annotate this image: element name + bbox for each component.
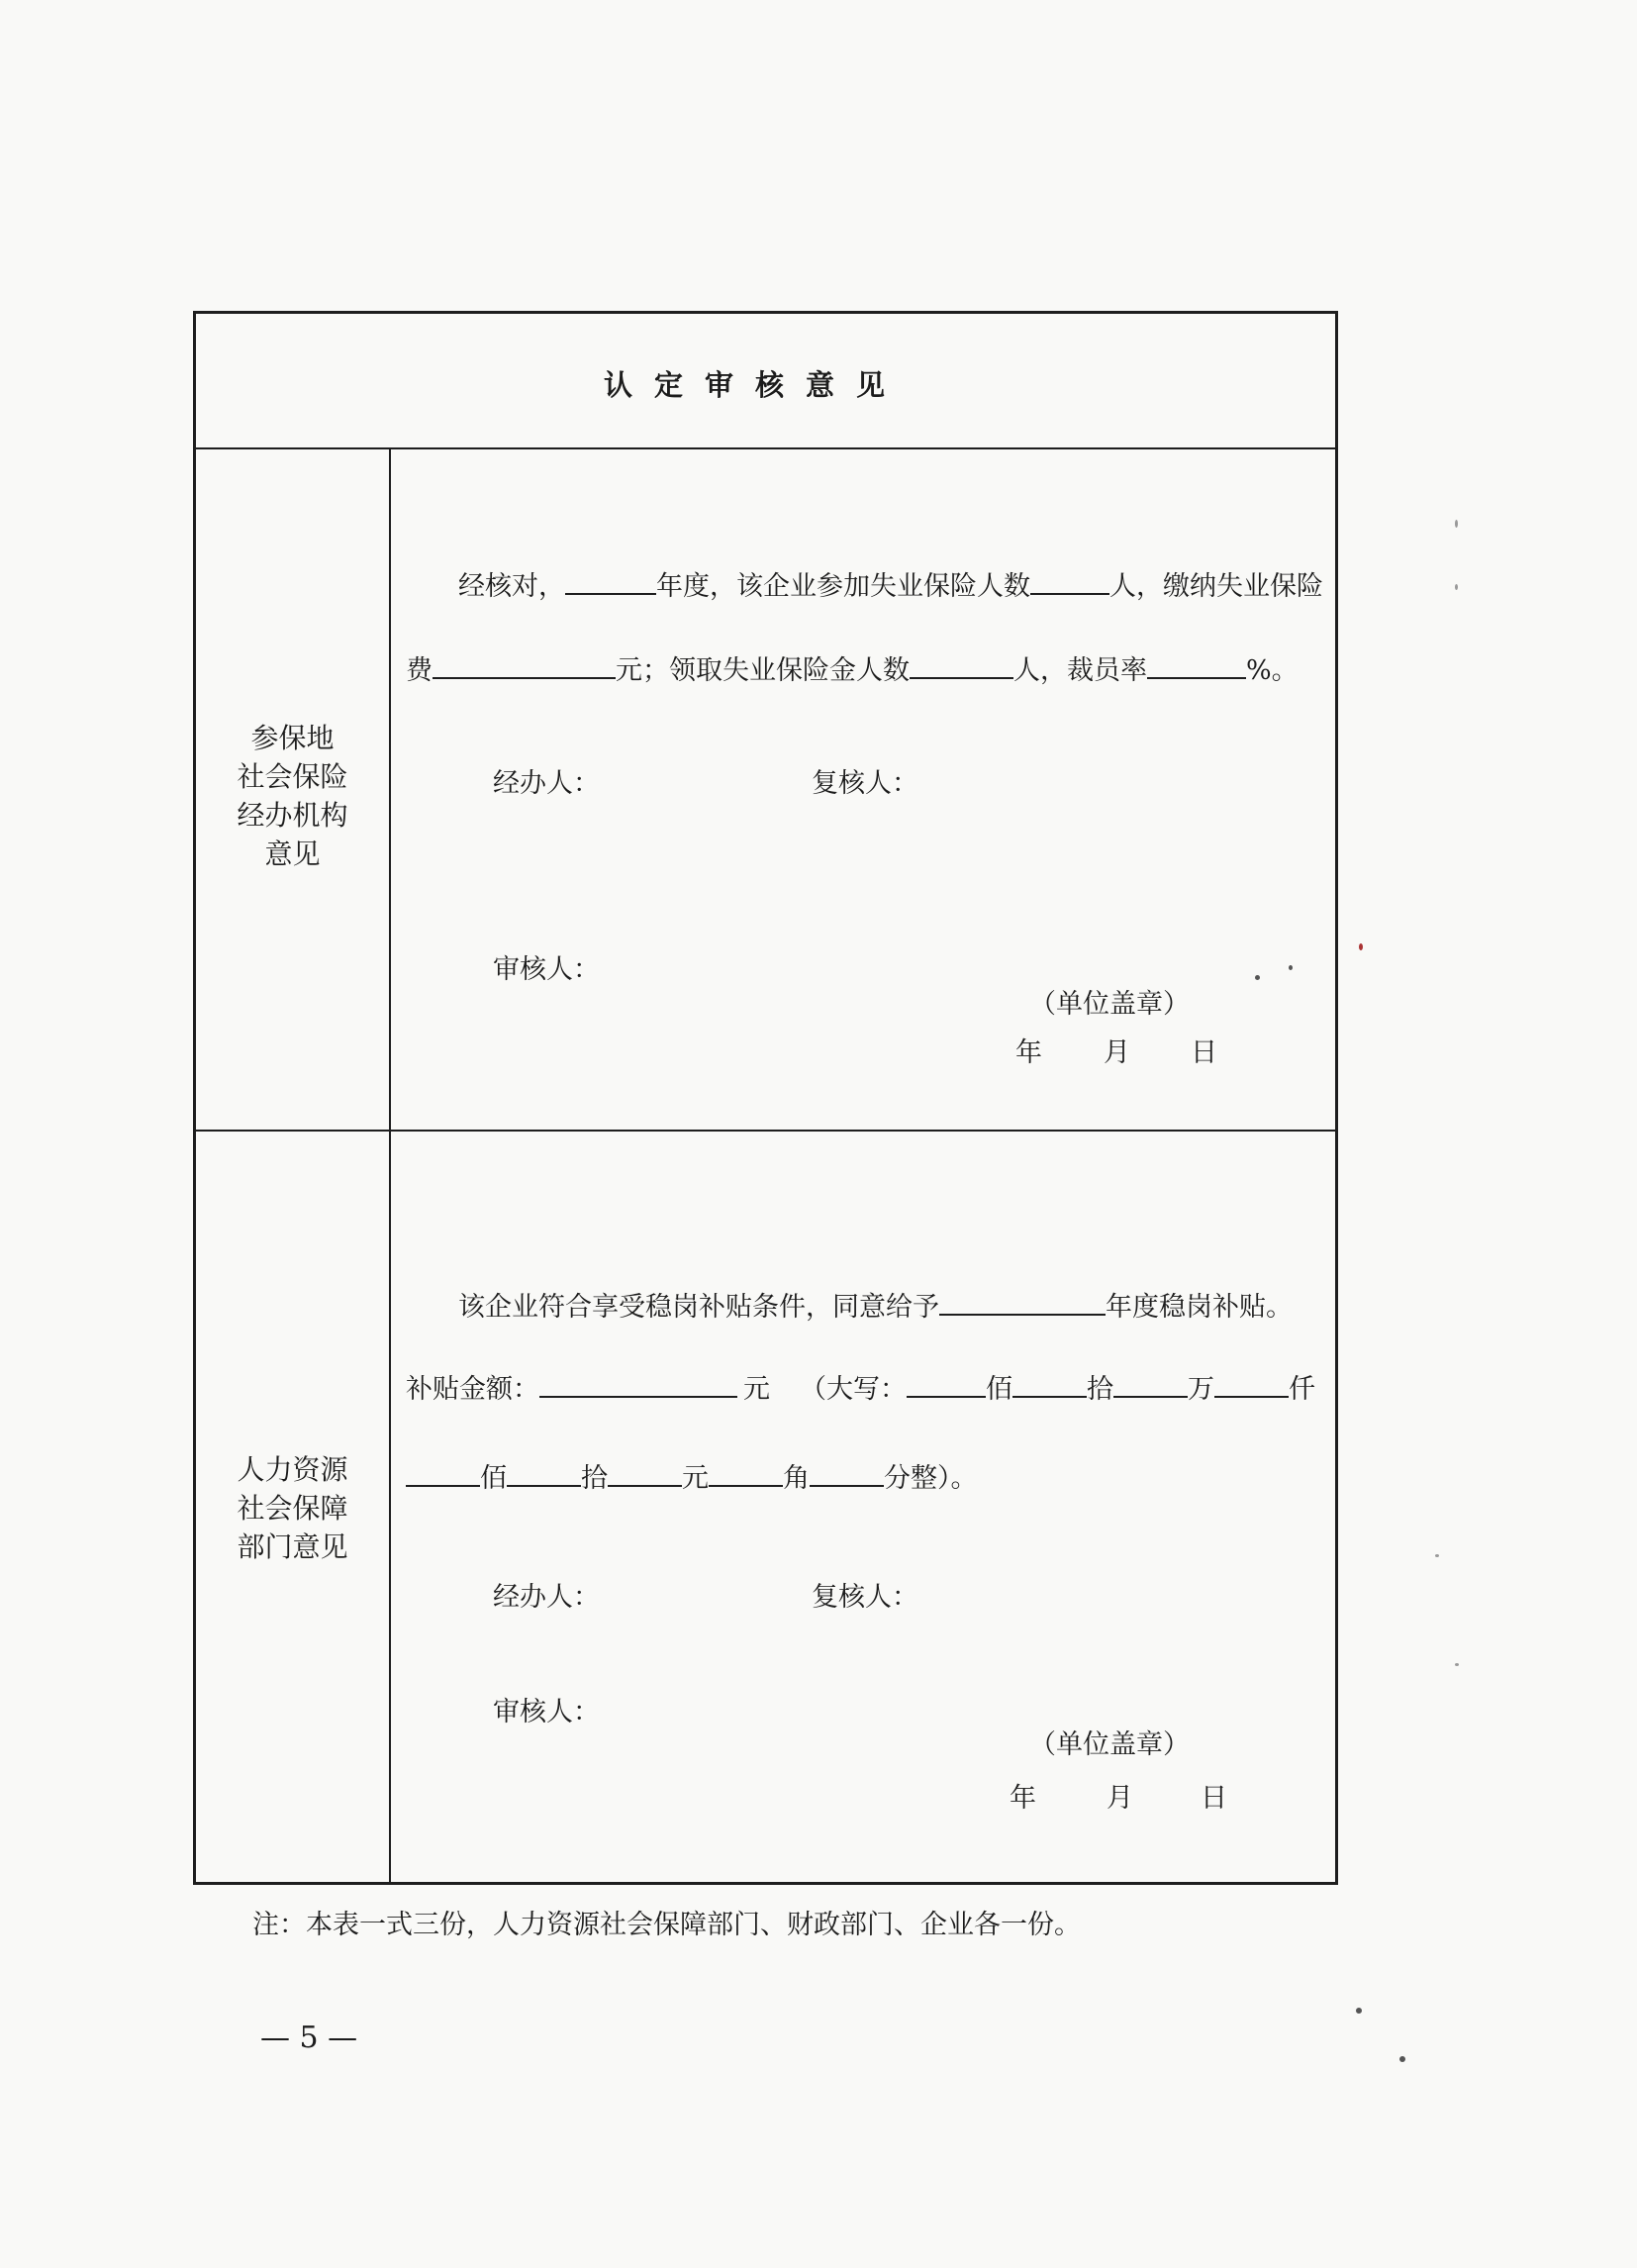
table-border-top bbox=[193, 311, 1337, 314]
text: 元 bbox=[743, 1374, 770, 1405]
blank-shi-2 bbox=[507, 1461, 581, 1487]
text: 元 bbox=[682, 1463, 709, 1494]
section1-reviewer: 复核人： bbox=[812, 768, 918, 799]
text: 元；领取失业保险金人数 bbox=[616, 655, 910, 686]
section1-auditor: 审核人： bbox=[493, 954, 600, 985]
blank-shi bbox=[1012, 1372, 1087, 1398]
text: 费 bbox=[406, 655, 433, 686]
scan-speck bbox=[1399, 2056, 1405, 2062]
section1-day: 日 bbox=[1191, 1037, 1217, 1068]
section2-paragraph-1 bbox=[458, 1290, 1293, 1325]
scan-speck bbox=[1255, 975, 1260, 980]
text: 年度，该企业参加失业保险人数 bbox=[656, 571, 1030, 602]
section1-month: 月 bbox=[1104, 1037, 1130, 1068]
text: （大写： bbox=[800, 1374, 907, 1405]
text: %。 bbox=[1246, 655, 1299, 686]
text: 人，缴纳失业保险 bbox=[1109, 571, 1323, 602]
blank-layoff-rate bbox=[1147, 653, 1246, 679]
text: 经核对， bbox=[458, 571, 565, 602]
blank-benefit-count bbox=[910, 653, 1013, 679]
scan-speck bbox=[1359, 943, 1363, 950]
blank-fen bbox=[810, 1461, 884, 1487]
section2-label-line: 人力资源 bbox=[237, 1453, 348, 1486]
blank-yuan bbox=[608, 1461, 682, 1487]
column-divider bbox=[389, 447, 391, 1885]
blank-qian bbox=[1214, 1372, 1289, 1398]
section1-handler: 经办人： bbox=[493, 768, 600, 799]
scan-speck bbox=[1455, 520, 1458, 528]
section1-label-line: 意见 bbox=[264, 838, 321, 870]
section2-handler: 经办人： bbox=[493, 1582, 600, 1613]
section2-label-line: 部门意见 bbox=[237, 1530, 348, 1563]
blank-amount bbox=[539, 1372, 737, 1398]
section1-label-line: 经办机构 bbox=[237, 799, 348, 832]
section1-year: 年 bbox=[1015, 1037, 1042, 1068]
blank-premium bbox=[433, 653, 616, 679]
section2-reviewer: 复核人： bbox=[812, 1582, 918, 1613]
text: 万 bbox=[1188, 1374, 1214, 1405]
scan-speck bbox=[1356, 2008, 1362, 2014]
blank-bai bbox=[907, 1372, 986, 1398]
section1-seal: （单位盖章） bbox=[1029, 989, 1190, 1020]
table-border-right bbox=[1335, 311, 1338, 1885]
section1-label bbox=[196, 719, 389, 873]
text: 分整）。 bbox=[884, 1463, 978, 1494]
scan-speck bbox=[1435, 1554, 1439, 1557]
section1-paragraph-2 bbox=[406, 653, 1299, 688]
text: 年度稳岗补贴。 bbox=[1106, 1292, 1293, 1323]
text: 人，裁员率 bbox=[1013, 655, 1147, 686]
table-note: 注：本表一式三份，人力资源社会保障部门、财政部门、企业各一份。 bbox=[252, 1910, 1081, 1940]
header-divider bbox=[193, 447, 1338, 449]
blank-jiao bbox=[709, 1461, 783, 1487]
blank-wan bbox=[1113, 1372, 1188, 1398]
section2-label-line: 社会保障 bbox=[237, 1492, 348, 1525]
text: 仟 bbox=[1289, 1374, 1315, 1405]
section1-paragraph-1 bbox=[458, 569, 1323, 604]
blank-bai-2 bbox=[406, 1461, 480, 1487]
section1-label-line: 社会保险 bbox=[237, 760, 348, 793]
table-border-bottom bbox=[193, 1882, 1338, 1885]
text: 拾 bbox=[581, 1463, 608, 1494]
section2-seal: （单位盖章） bbox=[1029, 1729, 1190, 1760]
section1-label-line: 参保地 bbox=[250, 722, 335, 754]
section2-paragraph-2 bbox=[406, 1372, 1315, 1407]
section2-year: 年 bbox=[1010, 1783, 1036, 1814]
text: 该企业符合享受稳岗补贴条件，同意给予 bbox=[458, 1292, 939, 1323]
section2-label bbox=[196, 1450, 389, 1566]
section2-paragraph-3 bbox=[406, 1461, 978, 1496]
blank-insured-count bbox=[1030, 569, 1109, 595]
table-title: 认定审核意见 bbox=[604, 368, 908, 402]
blank-year bbox=[565, 569, 656, 595]
scan-speck bbox=[1455, 584, 1458, 590]
page-number: — 5 — bbox=[260, 2021, 358, 2055]
table-border-left bbox=[193, 311, 196, 1885]
scan-speck bbox=[1289, 965, 1293, 970]
section2-day: 日 bbox=[1201, 1783, 1227, 1814]
blank-subsidy-year bbox=[939, 1290, 1106, 1316]
text: 佰 bbox=[480, 1463, 507, 1494]
scan-speck bbox=[1455, 1663, 1459, 1666]
section-divider bbox=[193, 1130, 1338, 1132]
text: 佰 bbox=[986, 1374, 1012, 1405]
section2-month: 月 bbox=[1107, 1783, 1133, 1814]
section2-auditor: 审核人： bbox=[493, 1697, 600, 1727]
text: 角 bbox=[783, 1463, 810, 1494]
text: 拾 bbox=[1087, 1374, 1113, 1405]
text: 补贴金额： bbox=[406, 1374, 539, 1405]
